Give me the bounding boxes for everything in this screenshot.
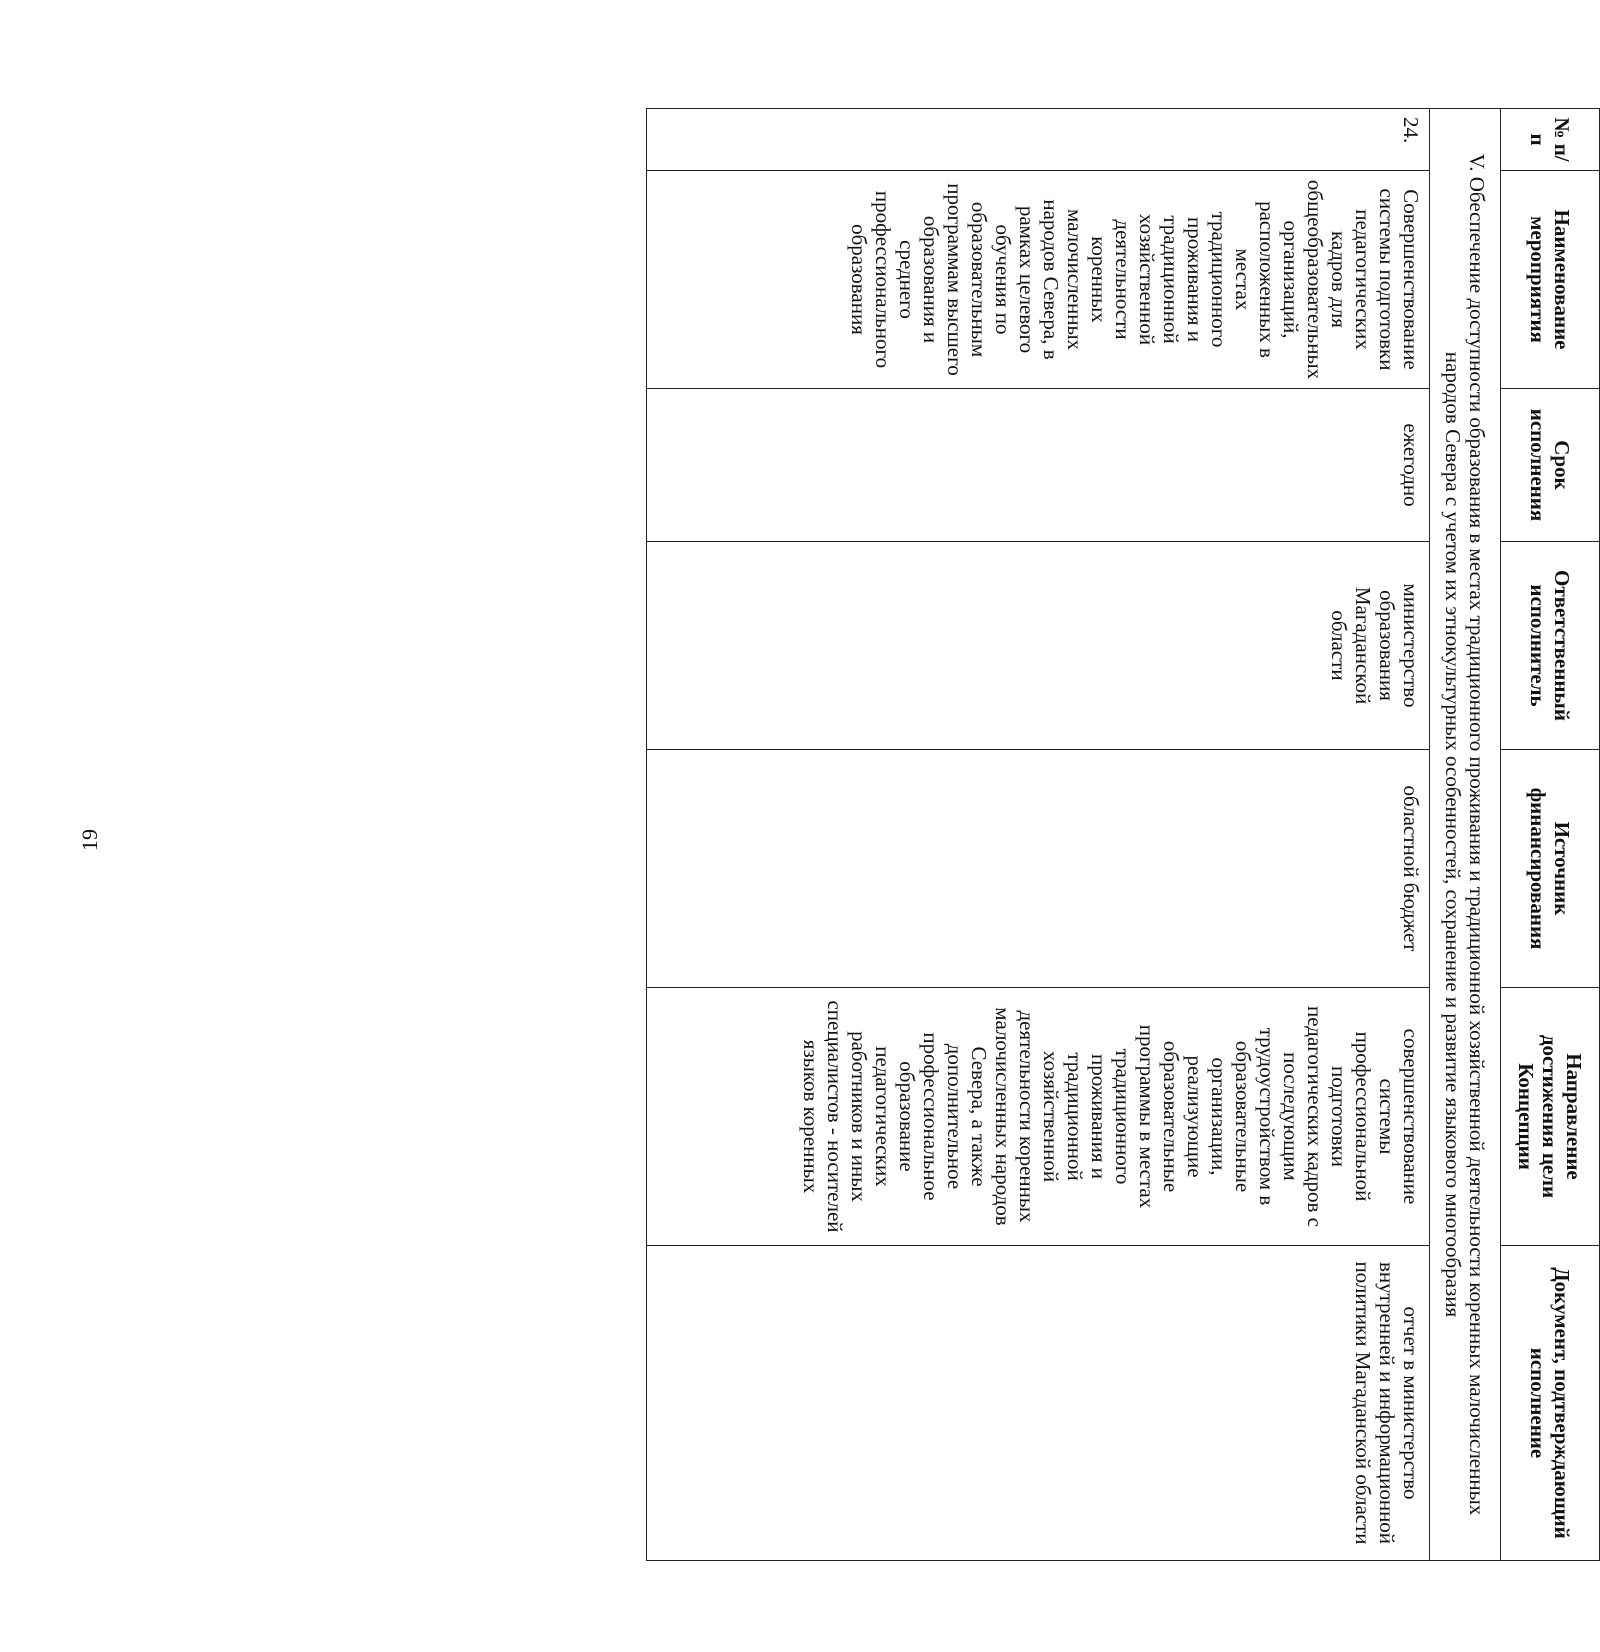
header-responsible: Ответственный исполнитель (1501, 542, 1600, 750)
cell-document: отчет в министерство внутренней и информационной политики Магаданской области (647, 1246, 1430, 1561)
cell-term: ежегодно (647, 389, 1430, 542)
cell-direction: совершенствование системы профессиональной подготовки педагогических кадров с последующим трудоустройством в образовательные организации, реализующие образовательные программы в местах традиционного проживания и традиционной хозяйственной деятельности коренных малочисленных народов Севера, а также дополнительное профессиональное образование педагогических работников и иных специалистов - носителей языков коренных (647, 988, 1430, 1246)
table-row (647, 109, 1430, 1561)
header-direction: Направление достижения цели Концепции (1501, 988, 1600, 1246)
cell-responsible: министерство образования Магаданской области (647, 542, 1430, 750)
header-num: № п/п (1501, 109, 1600, 171)
cell-name: Совершенствование системы подготовки педагогических кадров для общеобразовательных организаций, расположенных в местах традиционного проживания и традиционной хозяйственной деятельности коренных малочисленных народов Севера, в рамках целевого обучения по образовательным программам высшего образования и среднего профессионального образования (647, 171, 1430, 389)
page-number: 19 (77, 829, 102, 851)
table-header-row (1501, 109, 1600, 1561)
header-source: Источник финансирования (1501, 750, 1600, 988)
cell-source: областной бюджет (647, 750, 1430, 988)
header-name: Наименование мероприятия (1501, 171, 1600, 389)
cell-num: 24. (647, 109, 1430, 171)
section-row (1430, 109, 1501, 1561)
rotated-table-container (642, 108, 1600, 1560)
section-title: V. Обеспечение доступности образования в местах традиционного проживания и традиционной хозяйственной деятельности коренных малочисленных народов Севера с учетом их этнокультурных особенностей, сохранение и развитие языкового многообразия (1430, 109, 1501, 1561)
header-document: Документ, подтверждающий исполнение (1501, 1246, 1600, 1561)
action-plan-table (646, 108, 1600, 1561)
header-term: Срок исполнения (1501, 389, 1600, 542)
